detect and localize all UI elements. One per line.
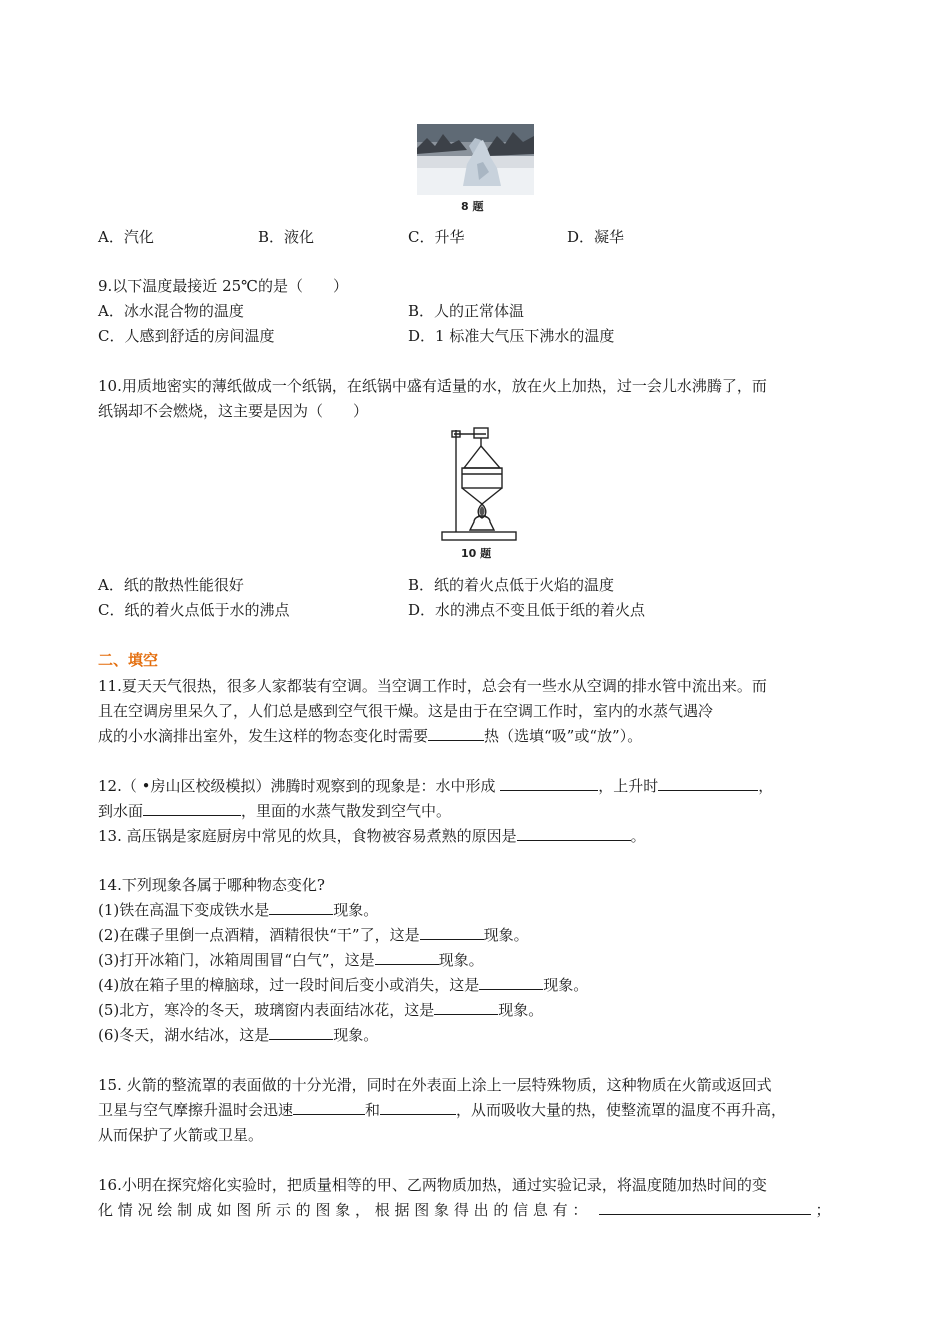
- q16-blank[interactable]: [599, 1200, 811, 1215]
- q12-text-e: ，里面的水蒸气散发到空气中。: [241, 802, 452, 820]
- q12-blank-2[interactable]: [658, 776, 758, 791]
- q9-option-d[interactable]: D．1 标准大气压下沸水的温度: [408, 327, 615, 345]
- q13-line: [98, 826, 646, 846]
- paper-pot-apparatus-diagram: [438, 424, 520, 544]
- q10-option-a[interactable]: A．纸的散热性能很好: [98, 576, 244, 594]
- q11-line3-text-b: 热（选填“吸”或“放”）。: [484, 727, 643, 745]
- q15-blank-1[interactable]: [293, 1100, 365, 1115]
- q14-item-5-pre: (5)北方，寒冷的冬天，玻璃窗内表面结冰花，这是: [98, 1001, 435, 1019]
- q10-option-b[interactable]: B．纸的着火点低于火焰的温度: [408, 576, 615, 594]
- q9-option-a[interactable]: A．冰水混合物的温度: [98, 302, 244, 320]
- q13-text-a: 13. 高压锅是家庭厨房中常见的炊具，食物被容易煮熟的原因是: [98, 827, 517, 845]
- q14-item-2: [98, 925, 529, 945]
- q12-text-b: ，上升时: [598, 777, 659, 795]
- q12-line1: [98, 776, 773, 796]
- q14-item-6-pre: (6)冬天，湖水结冰，这是: [98, 1026, 270, 1044]
- q12-blank-3[interactable]: [143, 801, 241, 816]
- q12-text-d: 到水面: [98, 802, 144, 820]
- q14-item-5: [98, 1000, 543, 1020]
- q14-blank-2[interactable]: [420, 925, 484, 940]
- q14-item-3: [98, 950, 484, 970]
- q16-line2-text: 化 情 况 绘 制 成 如 图 所 示 的 图 象 ， 根 据 图 象 得 出 的 信 息 有 ：: [98, 1201, 588, 1219]
- q15-line3: 从而保护了火箭或卫星。: [98, 1126, 264, 1144]
- q8-option-b[interactable]: B．液化: [258, 228, 315, 246]
- q10-option-d[interactable]: D．水的沸点不变且低于纸的着火点: [408, 601, 646, 619]
- q11-line2: 且在空调房里呆久了，人们总是感到空气很干燥。这是由于在空调工作时，室内的水蒸气遇冷: [98, 702, 714, 720]
- q14-blank-6[interactable]: [269, 1025, 333, 1040]
- q12-text-c: ，: [758, 777, 774, 795]
- q14-item-2-pre: (2)在碟子里倒一点酒精，酒精很快“干”了，这是: [98, 926, 420, 944]
- q13-blank[interactable]: [517, 826, 631, 841]
- q14-item-5-post: 现象。: [498, 1001, 544, 1019]
- q14-item-4-post: 现象。: [543, 976, 589, 994]
- q10-option-c[interactable]: C．纸的着火点低于水的沸点: [98, 601, 290, 619]
- q16-line2: [98, 1200, 830, 1220]
- q15-blank-2[interactable]: [380, 1100, 456, 1115]
- q9-option-b[interactable]: B．人的正常体温: [408, 302, 525, 320]
- q14-item-4-pre: (4)放在箱子里的樟脑球，过一段时间后变小或消失，这是: [98, 976, 480, 994]
- q14-blank-4[interactable]: [479, 975, 543, 990]
- q14-item-1-post: 现象。: [333, 901, 379, 919]
- q8-option-c[interactable]: C．升华: [408, 228, 465, 246]
- q15-line1: 15. 火箭的整流罩的表面做的十分光滑，同时在外表面上涂上一层特殊物质，这种物质在火箭或返回式: [98, 1076, 772, 1094]
- q11-answer-blank[interactable]: [428, 726, 484, 741]
- q8-option-a[interactable]: A．汽化: [98, 228, 154, 246]
- q11-line3-text-a: 成的小水滴排出室外，发生这样的物态变化时需要: [98, 727, 429, 745]
- q12-blank-1[interactable]: [500, 776, 598, 791]
- q14-item-1-pre: (1)铁在高温下变成铁水是: [98, 901, 270, 919]
- figure-caption-8: 8 题: [461, 200, 484, 213]
- q15-text-b: 和: [365, 1101, 381, 1119]
- q10-stem-line2: 纸锅却不会燃烧，这主要是因为（ ）: [98, 402, 369, 420]
- q14-item-4: [98, 975, 588, 995]
- q14-blank-1[interactable]: [269, 900, 333, 915]
- q15-text-c: ，从而吸收大量的热，使整流罩的温度不再升高，: [456, 1101, 787, 1119]
- q15-line2: [98, 1100, 786, 1120]
- q14-blank-3[interactable]: [375, 950, 439, 965]
- q14-stem: 14.下列现象各属于哪种物态变化?: [98, 876, 325, 894]
- ice-sculpture-photo: [417, 124, 534, 195]
- q14-item-6: [98, 1025, 378, 1045]
- q13-text-b: 。: [630, 827, 646, 845]
- q9-stem: 9.以下温度最接近 25℃的是（ ）: [98, 277, 348, 295]
- q11-line3: [98, 726, 642, 746]
- q9-option-c[interactable]: C．人感到舒适的房间温度: [98, 327, 275, 345]
- q12-text-a: 12.（ •房山区校级模拟）沸腾时观察到的现象是：水中形成: [98, 777, 501, 795]
- q14-item-6-post: 现象。: [333, 1026, 379, 1044]
- q14-item-3-pre: (3)打开冰箱门，冰箱周围冒“白气”，这是: [98, 951, 375, 969]
- q14-item-3-post: 现象。: [438, 951, 484, 969]
- q16-line1: 16.小明在探究熔化实验时，把质量相等的甲、乙两物质加热，通过实验记录，将温度随加热时间的变: [98, 1176, 767, 1194]
- q10-stem-line1: 10.用质地密实的薄纸做成一个纸锅，在纸锅中盛有适量的水，放在火上加热，过一会儿水沸腾了，而: [98, 377, 767, 395]
- q11-line1: 11.夏天天气很热，很多人家都装有空调。当空调工作时，总会有一些水从空调的排水管中流出来。而: [98, 677, 767, 695]
- section-title-fill-in: 二、填空: [98, 651, 159, 669]
- q12-line2: [98, 801, 451, 821]
- q15-text-a: 卫星与空气摩擦升温时会迅速: [98, 1101, 294, 1119]
- q14-item-1: [98, 900, 378, 920]
- q16-line2-end: ；: [815, 1201, 831, 1219]
- figure-caption-10: 10 题: [461, 547, 492, 560]
- q14-blank-5[interactable]: [434, 1000, 498, 1015]
- q14-item-2-post: 现象。: [483, 926, 529, 944]
- q8-option-d[interactable]: D．凝华: [567, 228, 625, 246]
